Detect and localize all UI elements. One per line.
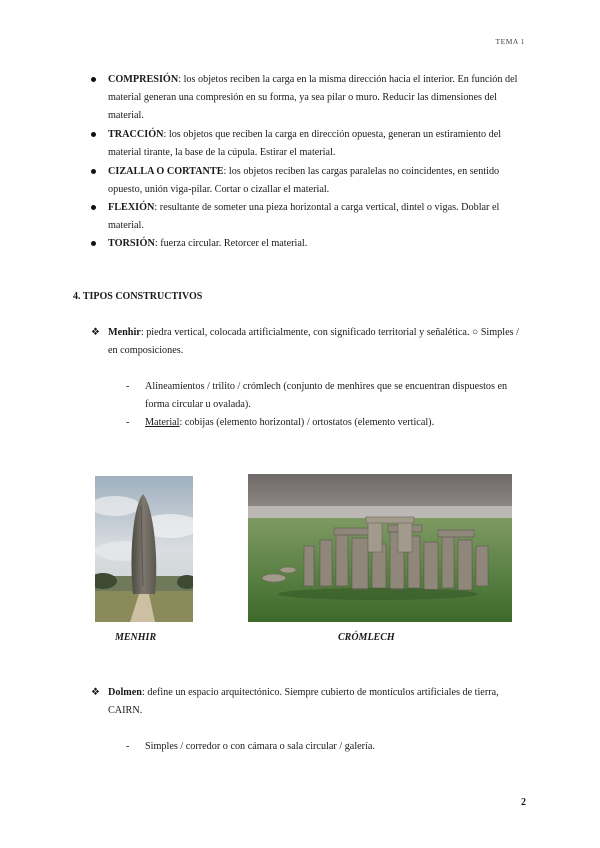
list-item-menhir: [91, 324, 528, 360]
sub-item-text: Alineamientos / trilito / crómlech (conjunto de menhires que se encuentran dispuestos en forma circular u ovalada).: [145, 381, 508, 410]
cromlech-photo: [248, 474, 512, 622]
list-item-flexion: [108, 199, 528, 235]
list-item-traccion: [108, 126, 528, 162]
definition: : los objetos que reciben la carga en dirección opuesta, generan un estiramiento del material tirante, la base de la cúpula. Estirar el material.: [108, 129, 502, 158]
sub-item-alineamientos: [126, 378, 515, 414]
list-item-compresion: [108, 71, 528, 125]
term: CIZALLA O CORTANTE: [108, 166, 224, 177]
page-header: TEMA 1: [495, 37, 525, 46]
term: Dolmen: [108, 687, 142, 698]
term: TRACCIÓN: [108, 129, 164, 140]
image-caption-cromlech: CRÓMLECH: [338, 632, 395, 643]
sub-item-simples: [126, 738, 515, 756]
menhir-photo: [95, 476, 193, 622]
definition: : fuerza circular. Retorcer el material.: [154, 238, 308, 249]
term: FLEXIÓN: [108, 202, 155, 213]
term: Menhir: [108, 327, 141, 338]
sub-item-material: [126, 414, 515, 432]
bullet-icon: [91, 77, 96, 82]
list-item-cizalla: [108, 163, 528, 199]
sub-item-text: : cobijas (elemento horizontal) / ortostatos (elemento vertical).: [179, 417, 435, 428]
image-caption-menhir: MENHIR: [115, 632, 157, 643]
bullet-icon: [91, 169, 96, 174]
list-item-torsion: [108, 235, 528, 253]
definition: : los objetos reciben las cargas paralelas no coincidentes, en sentido opuesto, unión viga-pilar. Cortar o cizallar el material.: [108, 166, 500, 195]
page-number: 2: [521, 797, 526, 808]
term: TORSIÓN: [108, 238, 155, 249]
definition: : resultante de someter una pieza horizontal a carga vertical, dintel o vigas. Doblar el material.: [108, 202, 500, 231]
underlined-term: Material: [145, 417, 180, 428]
bullet-icon: [91, 132, 96, 137]
definition: : los objetos reciben la carga en la misma dirección hacia el interior. En función del material generan una compresión en su forma, ya sea pilar o muro. Reducir las dimensiones del material.: [108, 74, 518, 121]
bullet-icon: [91, 205, 96, 210]
sub-item-text: Simples / corredor o con cámara o sala circular / galería.: [145, 741, 375, 752]
term: COMPRESIÓN: [108, 74, 179, 85]
list-item-dolmen: [91, 684, 528, 720]
dash-marker: -: [126, 741, 130, 752]
definition: : define un espacio arquitectónico. Siempre cubierto de montículos artificiales de tierra, CAIRN.: [108, 687, 499, 716]
dash-marker: -: [126, 381, 130, 392]
definition: : piedra vertical, colocada artificialmente, con significado territorial y señalética. ○ Simples / en composiciones.: [108, 327, 519, 356]
diamond-bullet-icon: ❖: [91, 327, 100, 338]
diamond-bullet-icon: ❖: [91, 687, 100, 698]
bullet-icon: [91, 241, 96, 246]
dash-marker: -: [126, 417, 130, 428]
section-heading: 4. TIPOS CONSTRUCTIVOS: [73, 291, 203, 302]
